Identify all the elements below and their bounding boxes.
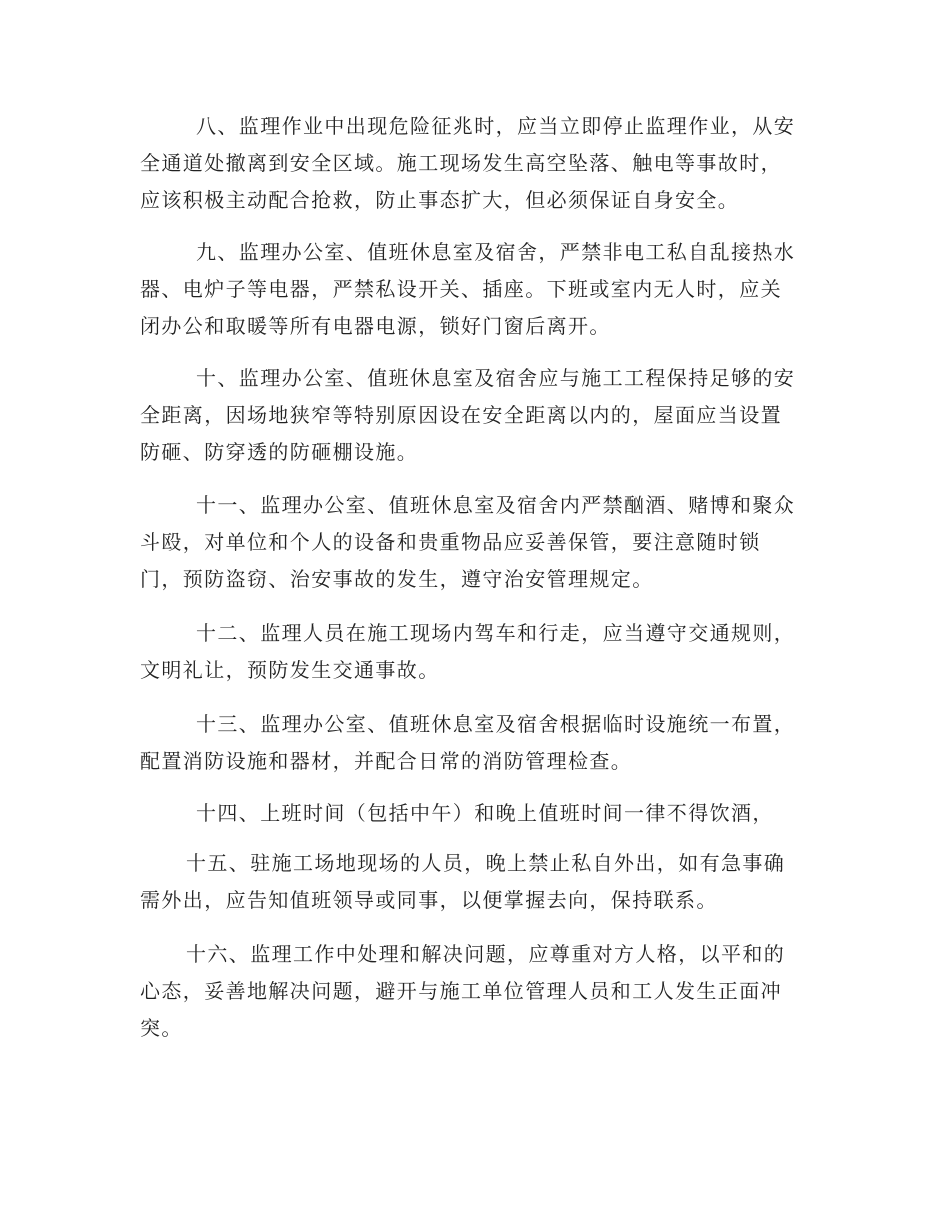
paragraph-line: 十一、监理办公室、值班休息室及宿舍内严禁酗酒、赌博和聚众: [196, 493, 796, 517]
paragraph-line: 十五、驻施工场地现场的人员，晚上禁止私自外出，如有急事确: [186, 851, 786, 875]
paragraph-8: [140, 108, 820, 219]
paragraph-line: 十四、上班时间（包括中午）和晚上值班时间一律不得饮酒，: [196, 801, 774, 825]
paragraph-line: 十六、监理工作中处理和解决问题，应尊重对方人格，以平和的: [186, 942, 786, 966]
paragraph-16: [140, 936, 820, 1047]
paragraph-line: 应该积极主动配合抢救，防止事态扩大，但必须保证自身安全。: [140, 188, 740, 212]
paragraph-line: 斗殴，对单位和个人的设备和贵重物品应妥善保管，要注意随时锁: [140, 530, 761, 554]
paragraph-13: [140, 706, 820, 780]
paragraph-line: 防砸、防穿透的防砸棚设施。: [140, 440, 419, 464]
paragraph-line: 九、监理办公室、值班休息室及宿舍，严禁非电工私自乱接热水: [196, 240, 796, 264]
paragraph-line: 配置消防设施和器材，并配合日常的消防管理检查。: [140, 749, 633, 773]
paragraph-line: 器、电炉子等电器，严禁私设开关、插座。下班或室内无人时，应关: [140, 277, 782, 301]
paragraph-14: [140, 795, 820, 832]
paragraph-line: 十、监理办公室、值班休息室及宿舍应与施工工程保持足够的安: [196, 366, 796, 390]
paragraph-line: 十三、监理办公室、值班休息室及宿舍根据临时设施统一布置，: [196, 712, 796, 736]
paragraph-line: 需外出，应告知值班领导或同事，以便掌握去向，保持联系。: [140, 888, 718, 912]
paragraph-line: 全距离，因场地狭窄等特别原因设在安全距离以内的，屋面应当设置: [140, 403, 782, 427]
paragraph-line: 文明礼让，预防发生交通事故。: [140, 658, 440, 682]
paragraph-15: [140, 845, 820, 919]
paragraph-line: 全通道处撤离到安全区域。施工现场发生高空坠落、触电等事故时，: [140, 151, 782, 175]
paragraph-12: [140, 615, 820, 689]
paragraph-11: [140, 487, 820, 598]
paragraph-line: 突。: [140, 1016, 183, 1040]
paragraph-line: 十二、监理人员在施工现场内驾车和行走，应当遵守交通规则，: [196, 621, 796, 645]
paragraph-line: 八、监理作业中出现危险征兆时，应当立即停止监理作业，从安: [196, 114, 796, 138]
paragraph-line: 门，预防盗窃、治安事故的发生，遵守治安管理规定。: [140, 567, 654, 591]
paragraph-line: 心态，妥善地解决问题，避开与施工单位管理人员和工人发生正面冲: [140, 979, 782, 1003]
paragraph-line: 闭办公和取暖等所有电器电源，锁好门窗后离开。: [140, 314, 611, 338]
paragraph-10: [140, 360, 820, 471]
paragraph-9: [140, 234, 820, 345]
